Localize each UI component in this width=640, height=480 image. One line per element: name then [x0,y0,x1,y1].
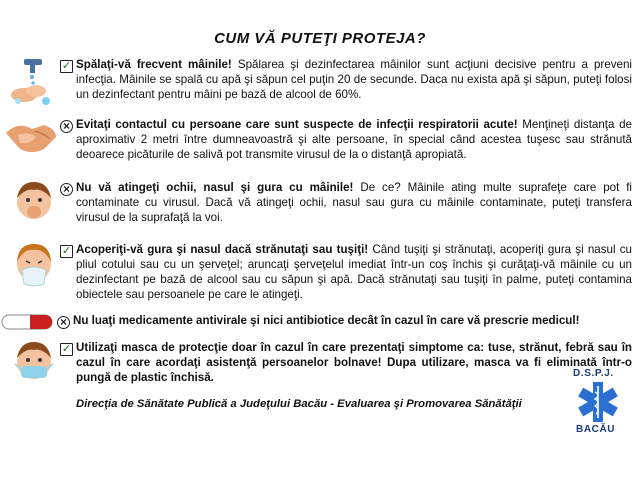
prohibited-icon: × [60,183,73,196]
handwashing-icon [6,57,54,107]
logo-bottom-label: BACĂU [576,424,616,435]
handshake-icon [4,115,58,159]
check-icon: ✓ [61,60,72,72]
item-text: Utilizaţi masca de protecţie doar în cazul în care prezentaţi simptome ca: tuse, strănut, febră sau în cazul în care acordaţi asistenţă persoanelor bolnave! Dupa utilizare, masca va fi eliminată într-o pungă de plastic închisă. [76,341,632,384]
check-icon: ✓ [61,343,72,355]
item-text: Nu vă atingeţi ochii, nasul şi gura cu mâinile! De ce? Mâinile ating multe suprafeţe care pot fi contaminate cu virusul. Dacă vă atingeţi ochii, nasul sau gura cu mâinile contaminate, puteţi transfera virusul de la suprafaţă la voi. [76,181,632,224]
pill-capsule-icon [0,312,54,332]
footer-text: Direcţia de Sănătate Publică a Judeţului Bacău - Evaluarea şi Promovarea Sănătăţii [76,398,522,410]
sneeze-tissue-icon [12,240,56,290]
item-text: Nu luaţi medicamente antivirale şi nici antibiotice decât în cazul în care vă prescrie medicul! [73,314,580,327]
logo-top-label: D.S.P.J. [573,368,614,379]
check-icon: ✓ [61,245,72,257]
face-mask-icon [12,338,56,384]
prohibited-icon: × [60,120,73,133]
item-text: Spălaţi-vă frecvent mâinile! Spălarea şi dezinfectarea mâinilor sunt acţiuni decisive pentru a preveni infecţia. Mâinile se spală cu apă şi săpun cel puţin 20 de secunde. Daca nu exista apă şi săpun, puteţi folosi un dezinfectant pentru mâini pe bază de alcool de 60%. [76,58,632,101]
prohibited-icon: × [57,316,70,329]
item-text: Acoperiţi-vă gura şi nasul dacă strănutaţi sau tuşiţi! Când tuşiţi şi strănutaţi, acoperiţi gura şi nasul cu pliul cotului sau cu un şerveţel; aruncaţi şerveţelul imediat într-un coş închis şi curăţaţi-vă mâinile cu un dezinfectant pe bază de alcool sau cu săpun şi apă. Dacă strănutaţi sau tuşiţi în palme, puteţi contamina obiectele sau persoanele pe care le atingeţi. [76,243,633,301]
face-touch-icon [12,178,56,224]
caduceus-star-of-life-icon [572,380,624,424]
item-text: Evitaţi contactul cu persoane care sunt suspecte de infecţii respiratorii acute! Menţineţi distanţa de aproximativ 2 metri între dumneavoastră şi alte persoane, în special când acestea tuşesc sau strănută deoarece picăturile de salivă pot transmite virusul de la o distanţă apropiată. [76,118,632,161]
page-title: CUM VĂ PUTEŢI PROTEJA? [214,30,426,47]
